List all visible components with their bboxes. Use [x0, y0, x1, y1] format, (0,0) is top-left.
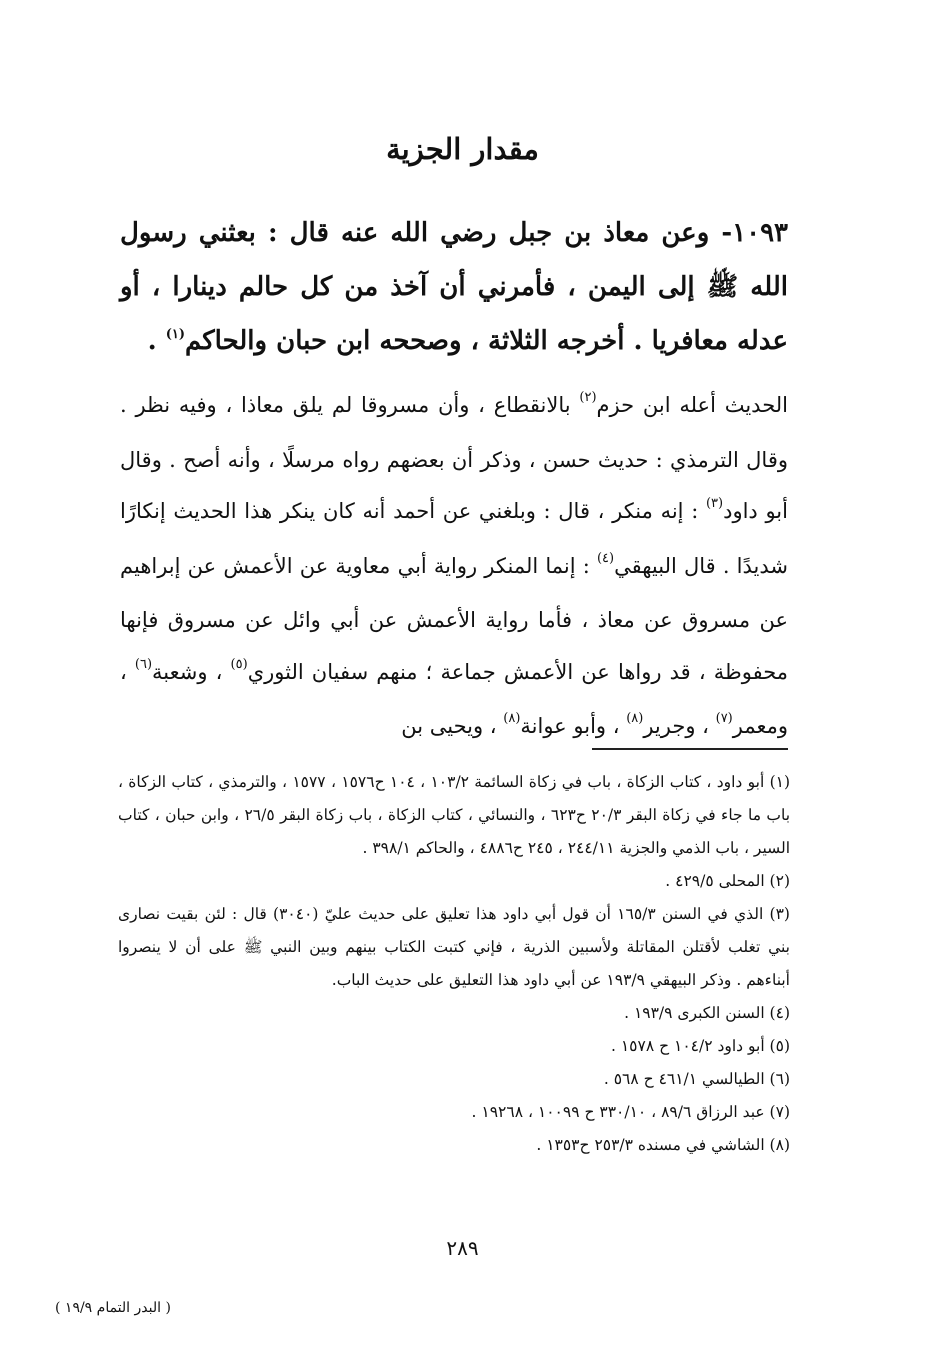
commentary-segment: بالانقطاع ، وأن مسروقا لم يلق معاذا ، وفيه نظر . وقال الترمذي : حديث حسن ، وذكر أن بعضهم رواه مرسلًا ، وأنه أصح . وقال أبو داود	[120, 393, 788, 523]
hadith-text	[120, 206, 788, 373]
commentary-segment: ، ومعمر	[120, 659, 788, 738]
footnote-ref-5: (٥)	[230, 656, 248, 672]
footnote-ref-4: (٤)	[596, 550, 615, 566]
book-signature: ( البدر التمام ١٩/٩ )	[55, 1300, 171, 1316]
page-number: ٢٨٩	[446, 1236, 479, 1260]
footnote-divider	[592, 748, 788, 750]
footnote-item: (٣) الذي في السنن ١٦٥/٣ أن قول أبي داود هذا تعليق على حديث عليّ (٣٠٤٠) قال : لئن بقيت نصارى بني تغلب لأقتلن المقاتلة ولأسبين الذرية ، فإني كتبت الكتاب بينهم وبين النبي ﷺ على أن لا ينصروا أبناءهم . وذكر البيهقي ١٩٣/٩ عن أبي داود هذا التعليق على حديث الباب.	[118, 905, 790, 989]
commentary-segment: : إنما المنكر رواية أبي معاوية عن الأعمش عن إبراهيم عن مسروق عن معاذ ، فأما رواية الأعمش عن أبي وائل عن مسروق فإنها محفوظة ، قد رواها عن الأعمش جماعة ؛ منهم سفيان الثوري	[120, 553, 788, 684]
footnote-item: (٤) السنن الكبرى ١٩٣/٩ .	[624, 1004, 790, 1022]
footnote-item: (١) أبو داود ، كتاب الزكاة ، باب في زكاة السائمة ١٠٣/٢ ، ١٠٤ ح١٥٧٦ ، ١٥٧٧ ، والترمذي ، كتاب الزكاة ، باب ما جاء في زكاة البقر ٢٠/٣ ح٦٢٣ ، والنسائي ، كتاب الزكاة ، باب زكاة البقر ٢٦/٥ ، وابن حبان ، كتاب السير ، باب الذمي والجزية ٢٤٤/١١ ، ٢٤٥ ح٤٨٨٦ ، والحاكم ٣٩٨/١ .	[118, 773, 791, 857]
footnote-item: (٧) عبد الرزاق ٨٩/٦ ، ٣٣٠/١٠ ح ١٠٠٩٩ ، ١٩٢٦٨ .	[471, 1103, 790, 1121]
footnote-item: (٢) المحلى ٤٢٩/٥ .	[665, 872, 790, 890]
footnote-item: (٨) الشاشي في مسنده ٢٥٣/٣ ح١٣٥٣ .	[536, 1136, 790, 1154]
footnote-ref-8b: (٨)	[503, 711, 521, 726]
footnote-ref-8: (٨)	[626, 711, 644, 726]
commentary-segment: : إنه منكر ، قال : وبلغني عن أحمد أنه كان ينكر هذا الحديث إنكارًا شديدًا . قال البيهقي	[120, 499, 788, 578]
footnote-item: (٦) الطيالسي ٤٦١/١ ح ٥٦٨ .	[603, 1070, 790, 1088]
commentary-text	[120, 380, 788, 756]
footnote-ref-1: (١)	[165, 327, 185, 342]
footnote-ref-7: (٧)	[715, 711, 733, 726]
commentary-segment: ، وأبو عوانة	[520, 714, 627, 738]
footnotes-list	[118, 766, 790, 1162]
footnote-item: (٥) أبو داود ١٠٤/٢ ح ١٥٧٨ .	[610, 1037, 790, 1055]
hadith-end: .	[147, 326, 166, 356]
section-title: مقدار الجزية	[386, 132, 539, 166]
commentary-segment: ، وجرير	[643, 714, 716, 738]
footnote-ref-3: (٣)	[705, 496, 724, 511]
hadith-body: ١٠٩٣- وعن معاذ بن جبل رضي الله عنه قال : بعثني رسول الله ﷺ إلى اليمن ، فأمرني أن آخذ من كل حالم دينارا ، أو عدله معافريا . أخرجه الثلاثة ، وصححه ابن حبان والحاكم	[120, 218, 788, 356]
footnote-ref-2: (٢)	[579, 390, 597, 405]
commentary-segment: الحديث أعله ابن حزم	[596, 393, 788, 417]
footnote-ref-6: (٦)	[134, 656, 153, 672]
commentary-segment: ، ويحيى بن	[401, 714, 504, 738]
commentary-segment: ، وشعبة	[152, 659, 231, 684]
